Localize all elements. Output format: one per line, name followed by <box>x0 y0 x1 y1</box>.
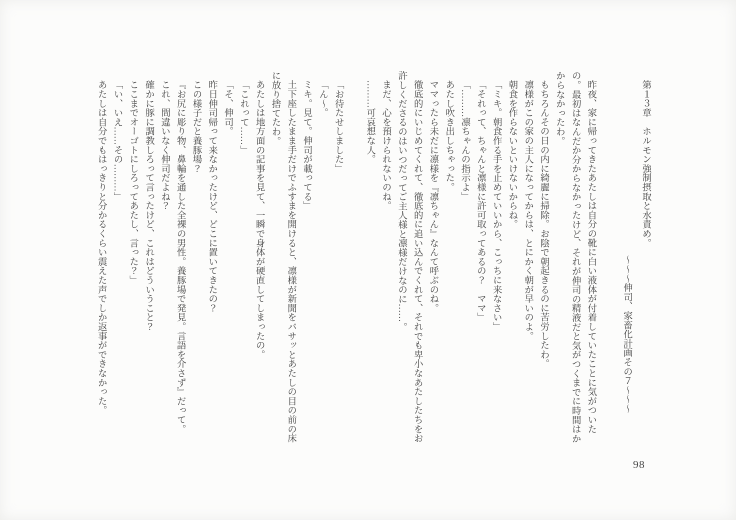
text-line: この様子だと養豚場？ <box>190 80 201 174</box>
text-line: 「それって、ちゃんと凛様に許可取ってあるの？ ママ」 <box>474 80 485 323</box>
text-line: 朝食を作らないといけないからね。 <box>506 80 517 230</box>
text-line: もちろんその日の内に綺麗に掃除。お陰で朝起きるのに苦労したわ。 <box>538 80 549 369</box>
text-line: 「ん～。 <box>316 80 327 118</box>
text-line: まだ、心を預けられないのね。 <box>380 80 391 211</box>
text-line: ………可哀想な人。 <box>364 80 375 164</box>
text-line: 「………凛ちゃんの指示よ」 <box>459 80 470 202</box>
text-line: ミキ。見て。伸司が載ってる」 <box>301 80 312 211</box>
text-line: 凛様がこの家の主人になってからは、とにかく朝が早いのよ。 <box>522 80 533 341</box>
text-line: ママったら未だに凛様を『凛ちゃん』なんて呼ぶのね。 <box>427 80 438 313</box>
text-line: 昨夜、家に帰ってきたあたしは自分の靴に白い液体が付着していたことに気がついたの。最初はなんだか分からなかったけど、それが伸司の精液だと気がつくまでに時間はかからなかったわ。 <box>553 71 596 443</box>
text-line: 徹底的にいじめてくれて、徹底的に追い込んでくれて、それでも卑小なあたしたちをお許しくださるのはいつだってご主人様と凛様だけなのに……。 <box>395 71 422 443</box>
chapter-title: 第１３章 ホルモン強制摂取と水責め。 <box>640 80 650 248</box>
text-line: 「そ、伸司。 <box>222 80 233 137</box>
chapter-subtitle: ～～～伸司、家畜化計画その７～～～ <box>621 255 632 414</box>
text-line: 土下座したまま手だけでふすまを開けると、凛様が新聞をバサッとあたしの目の前の床に放り捨てたわ。 <box>269 71 296 443</box>
text-line: あたしは地方面の記事を見て、一瞬で身体が硬直してしまったの。 <box>253 80 264 360</box>
text-line: 『お尻に彫り物、鼻輪を通した全裸の男性。養豚場で発見。言語を介さず』だって。 <box>174 80 185 434</box>
text-line: 「お待たせしました」 <box>332 80 343 174</box>
blank-line <box>345 71 361 445</box>
text-line: 「これって……」 <box>237 80 248 155</box>
page-number: 98 <box>633 459 645 471</box>
text-line: 「い、いえ……その………」 <box>111 80 122 202</box>
text-line: あたし吹き出しちゃった。 <box>443 80 454 192</box>
page-text <box>92 71 652 445</box>
text-line: ここまでオーゴトにしろってあたし、言った？」 <box>127 80 138 285</box>
text-line: これ、間違いなく伸司だよね？ <box>158 80 169 211</box>
text-line: あたしは自分でもはっきりと分かるくらい震えた声でしか返事ができなかった。 <box>95 80 106 416</box>
text-line: 「ミキ。朝食作る手を止めていいから、こっちに来なさい」 <box>490 80 501 332</box>
text-line: 昨日伸司帰って来なかったけど、どこに置いてきたの？ <box>206 80 217 313</box>
text-line: 確かに豚に調教しろって言ったけど、これはどういうこと？ <box>143 80 154 332</box>
